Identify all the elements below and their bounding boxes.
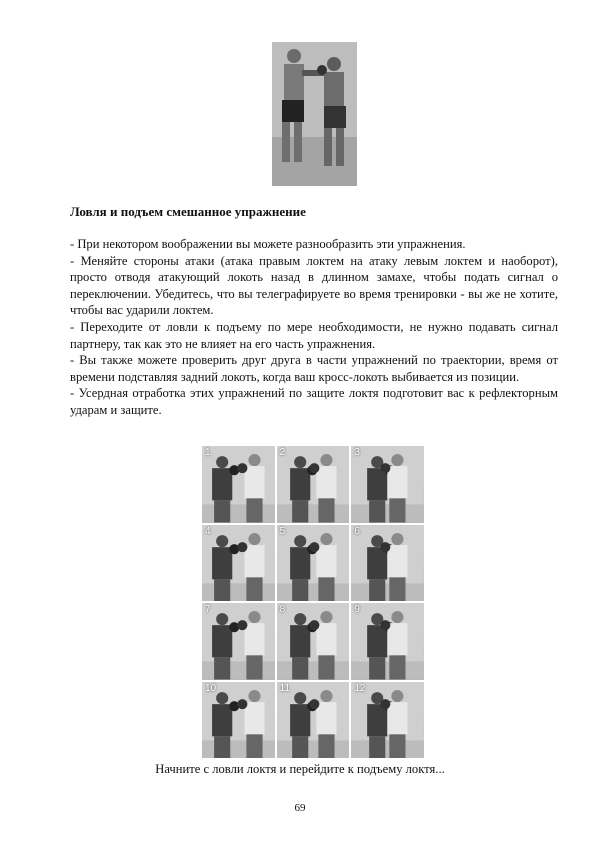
paragraph: - Вы также можете проверить друг друга в части упражнений по траектории, время от времени подставляя задний локоть, когда ваш кросс-локоть выбивается из позиции.	[70, 353, 558, 384]
paragraph: - Переходите от ловли к подъему по мере необходимости, не нужно подавать сигнал партнеру, так как это не влияет на его часть упражнения.	[70, 319, 558, 351]
fighters-illustration	[277, 446, 350, 523]
frame-number: 8	[279, 604, 286, 615]
body-text	[70, 236, 558, 419]
frame-number: 10	[205, 682, 217, 694]
section-heading: Ловля и подъем смешанное упражнение	[70, 204, 306, 219]
frame-number: 7	[205, 604, 211, 615]
sequence-frame	[202, 682, 275, 759]
fighters-illustration	[351, 446, 424, 523]
sparring-photo	[272, 42, 357, 186]
frame-number: 12	[354, 682, 366, 694]
fighters-illustration	[202, 525, 275, 602]
frame-number: 4	[205, 525, 211, 537]
sequence-frame	[277, 682, 350, 759]
paragraph: - Усердная отработка этих упражнений по защите локтя подготовит вас к рефлекторным ударам и защите.	[70, 386, 558, 417]
paragraph: - Меняйте стороны атаки (атака правым локтем на атаку левым локтем и наоборот), просто отводя атакующий локоть назад в длинном замахе, чтобы подать сигнал о переключении. Убедитесь, что вы телеграфируете во время тренировки - вы же не хотите, чтобы вас ударили локтем.	[70, 253, 558, 318]
frame-number: 3	[354, 447, 360, 458]
fighters-illustration	[351, 603, 424, 680]
frame-number: 1	[205, 447, 211, 458]
fighters-illustration	[277, 603, 350, 680]
frame-number: 11	[279, 682, 291, 694]
frame-number: 9	[354, 604, 360, 615]
paragraph: - При некотором воображении вы можете разнообразить эти упражнения.	[70, 237, 466, 251]
fighters-illustration	[277, 525, 350, 602]
figure-caption: Начните с ловли локтя и перейдите к подъему локтя...	[155, 762, 445, 776]
page-number: 69	[294, 802, 306, 814]
sequence-frame	[202, 603, 275, 680]
sequence-frame	[277, 525, 350, 602]
fighters-illustration	[202, 603, 275, 680]
sequence-frame	[277, 446, 350, 523]
sequence-frame	[351, 446, 424, 523]
sequence-frame	[351, 682, 424, 759]
sequence-frame	[351, 525, 424, 602]
frame-number: 6	[354, 525, 360, 537]
fighters-illustration	[351, 525, 424, 602]
sequence-frame	[202, 446, 275, 523]
sequence-frame	[202, 525, 275, 602]
fighters-illustration	[202, 446, 275, 523]
sequence-frame	[277, 603, 350, 680]
sequence-frame	[351, 603, 424, 680]
frame-number: 2	[279, 447, 286, 458]
elbow-drill-sequence	[202, 446, 424, 758]
frame-number: 5	[279, 525, 286, 537]
